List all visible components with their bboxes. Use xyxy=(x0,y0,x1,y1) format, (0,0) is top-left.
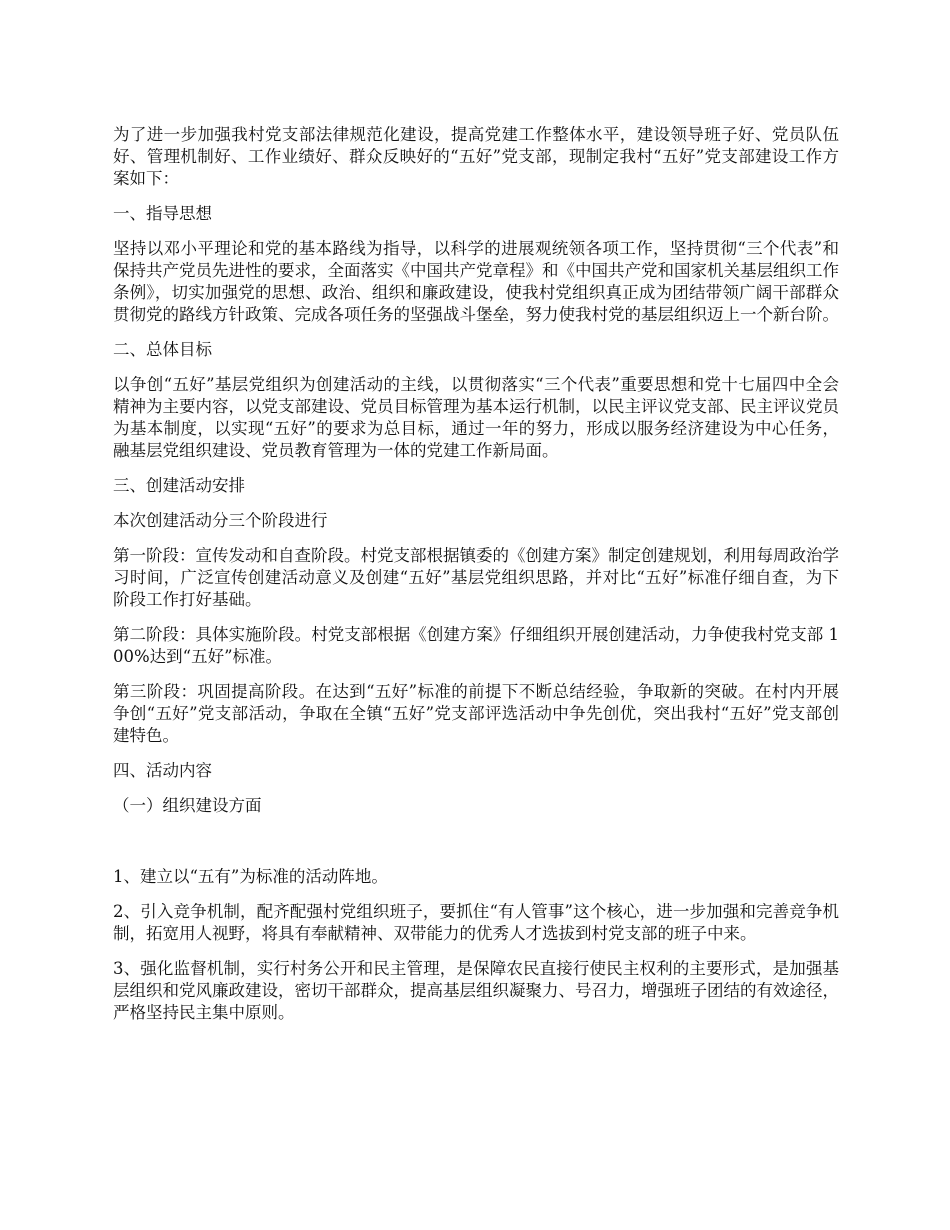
list-item-one: 1、建立以“五有”为标准的活动阵地。 xyxy=(113,867,388,886)
stage-three-paragraph: 第三阶段：巩固提高阶段。在达到“五好”标准的前提下不断总结经验，争取新的突破。在村内开展争创“五好”党支部活动，争取在全镇“五好”党支部评选活动中争先创优，突出我村“五好”党支部创建特色。 xyxy=(113,682,839,745)
section-heading-guiding-ideology: 一、指导思想 xyxy=(113,204,212,223)
section-heading-activity-arrangement: 三、创建活动安排 xyxy=(113,476,245,495)
blank-spacer xyxy=(113,830,839,866)
subsection-heading-organization: （一）组织建设方面 xyxy=(113,796,262,815)
activity-arrangement-intro: 本次创建活动分三个阶段进行 xyxy=(113,511,328,530)
section-heading-overall-goal: 二、总体目标 xyxy=(113,340,212,359)
overall-goal-paragraph: 以争创“五好”基层党组织为创建活动的主线，以贯彻落实“三个代表”重要思想和党十七届四中全会精神为主要内容，以党支部建设、党员目标管理为基本运行机制，以民主评议党支部、民主评议党员为基本制度，以实现“五好”的要求为总目标，通过一年的努力，形成以服务经济建设为中心任务，融基层党组织建设、党员教育管理为一体的党建工作新局面。 xyxy=(113,375,839,460)
section-heading-activity-content: 四、活动内容 xyxy=(113,761,212,780)
document-body xyxy=(113,124,839,1037)
list-item-three: 3、强化监督机制，实行村务公开和民主管理，是保障农民直接行使民主权利的主要形式，是加强基层组织和党风廉政建设，密切干部群众，提高基层组织凝聚力、号召力，增强班子团结的有效途径，严格坚持民主集中原则。 xyxy=(113,959,839,1022)
stage-two-paragraph: 第二阶段：具体实施阶段。村党支部根据《创建方案》仔细组织开展创建活动，力争使我村党支部 100%达到“五好”标准。 xyxy=(113,625,839,666)
list-item-two: 2、引入竞争机制，配齐配强村党组织班子，要抓住“有人管事”这个核心，进一步加强和完善竞争机制，拓宽用人视野，将具有奉献精神、双带能力的优秀人才选拔到村党支部的班子中来。 xyxy=(113,902,839,943)
guiding-ideology-paragraph: 坚持以邓小平理论和党的基本路线为指导，以科学的进展观统领各项工作，坚持贯彻“三个代表”和保持共产党员先进性的要求，全面落实《中国共产党章程》和《中国共产党和国家机关基层组织工作条例》，切实加强党的思想、政治、组织和廉政建设，使我村党组织真正成为团结带领广阔干部群众贯彻党的路线方针政策、完成各项任务的坚强战斗堡垒，努力使我村党的基层组织迈上一个新台阶。 xyxy=(113,239,839,324)
stage-one-paragraph: 第一阶段：宣传发动和自查阶段。村党支部根据镇委的《创建方案》制定创建规划，利用每周政治学习时间，广泛宣传创建活动意义及创建“五好”基层党组织思路，并对比“五好”标准仔细自查，为下阶段工作打好基础。 xyxy=(113,546,839,609)
intro-paragraph: 为了进一步加强我村党支部法律规范化建设，提高党建工作整体水平，建设领导班子好、党员队伍好、管理机制好、工作业绩好、群众反映好的“五好”党支部，现制定我村“五好”党支部建设工作方案如下： xyxy=(113,125,839,188)
